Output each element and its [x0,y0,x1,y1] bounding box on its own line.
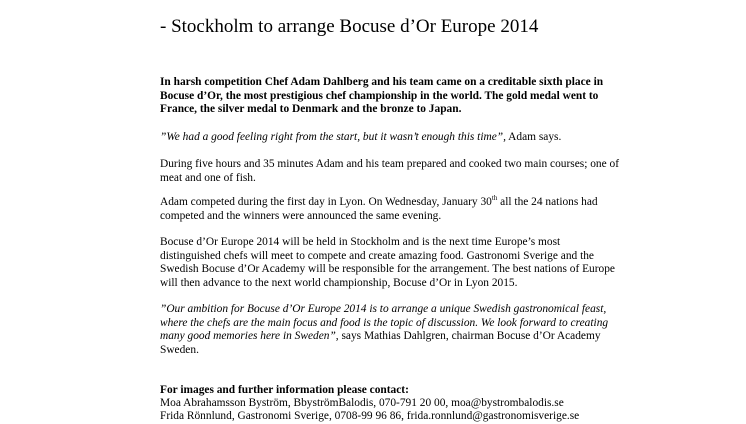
lead-paragraph: In harsh competition Chef Adam Dahlberg and his team came on a creditable sixth place in Bocuse d’Or, the most prestigious chef championship in the world. The gold medal went to France, the silver medal to Denmark and the bronze to Japan. [160,76,604,116]
courses-paragraph: During five hours and 35 minutes Adam and his team prepared and cooked two main courses; one of meat and one of fish. [160,158,619,184]
quote-paragraph-2 [160,303,620,357]
lyon-text-a: Adam competed during the first day in Lyon. On Wednesday, January 30 [160,196,492,208]
document-title: - Stockholm to arrange Bocuse d’Or Europe 2014 [160,16,539,37]
quote-text-1: ”We had a good feeling right from the start, but it wasn’t enough this time”, [160,131,506,143]
lyon-paragraph [160,196,620,223]
quote-attribution-2: says Mathias Dahlgren, chairman Bocuse d’Or Academy Sweden. [160,330,601,356]
europe-paragraph: Bocuse d’Or Europe 2014 will be held in Stockholm and is the next time Europe’s most distinguished chefs will meet to compete and create amazing food. Gastronomi Sverige and the Swedish Bocuse d’Or Academy will be responsible for the arrangement. The best nations of Europe will then advance to the next world championship, Bocuse d’Or in Lyon 2015. [160,236,615,289]
contact-line-2: Frida Rönnlund, Gastronomi Sverige, 0708-99 96 86, frida.ronnlund@gastronomisverige.se [160,410,580,422]
quote-text-2: ”Our ambition for Bocuse d’Or Europe 2014 is to arrange a unique Swedish gastronomical feast, where the chefs are the main focus and food is the topic of discussion. We look forward to creating many good memories here in Sweden”, [160,303,609,343]
quote-attribution-1: Adam says. [505,131,562,143]
lyon-text-b: all the 24 nations had competed and the winners were announced the same evening. [160,196,598,222]
quote-paragraph-1 [160,131,620,145]
contact-line-1: Moa Abrahamsson Byström, BbyströmBalodis, 070-791 20 00, moa@bystrombalodis.se [160,397,564,409]
contact-heading: For images and further information please contact: [160,384,409,396]
lyon-ordinal-suffix: th [491,194,498,203]
